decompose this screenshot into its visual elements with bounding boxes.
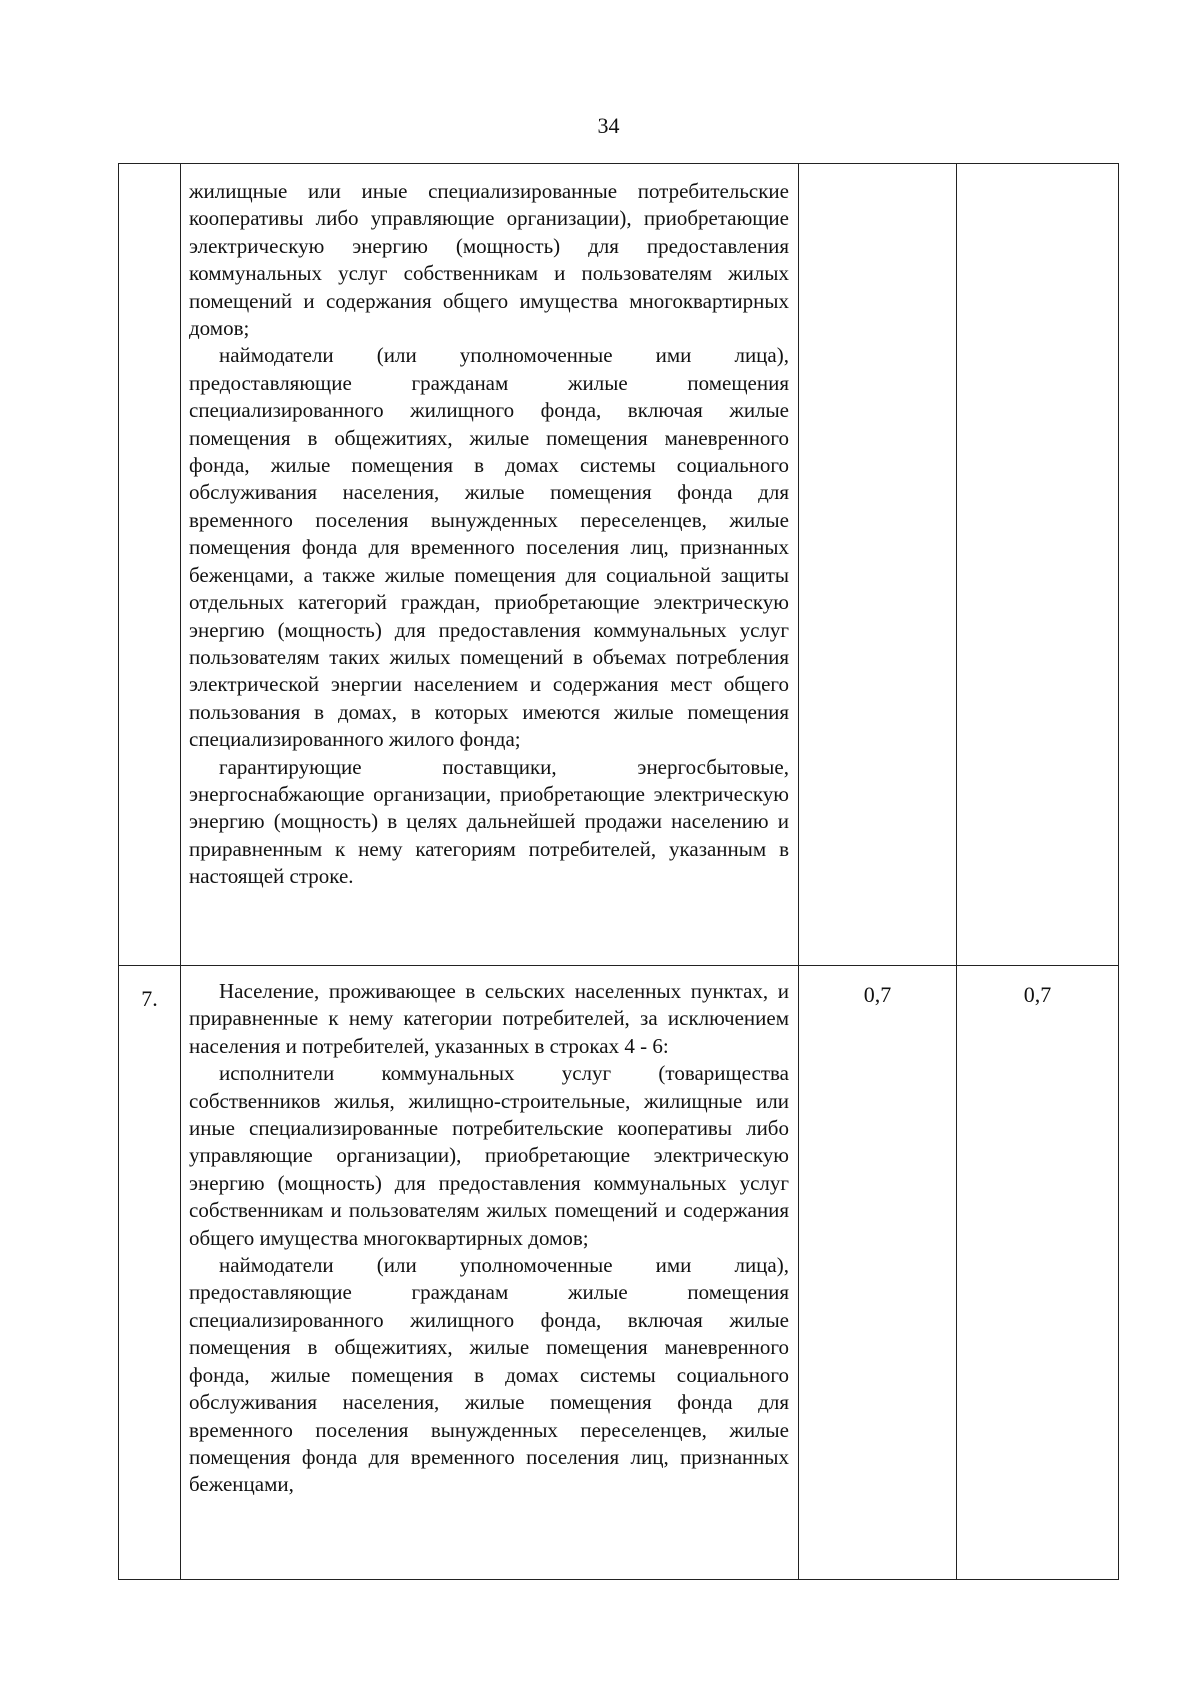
row-description-cell <box>181 966 799 1580</box>
row-description-cell <box>181 164 799 966</box>
table-row <box>119 966 1119 1580</box>
value-cell-2: 0,7 <box>957 966 1119 1580</box>
description-paragraph: наймодатели (или уполномоченные ими лица), предоставляющие гражданам жилые помещения специализированного жилищного фонда, включая жилые помещения в общежитиях, жилые помещения маневренного фонда, жилые помещения в домах системы социального обслуживания населения, жилые помещения фонда для временного поселения вынужденных переселенцев, жилые помещения фонда для временного поселения лиц, признанных беженцами, <box>189 1253 789 1497</box>
row-number-cell: 7. <box>119 966 181 1580</box>
description-paragraph: гарантирующие поставщики, энергосбытовые, энергоснабжающие организации, приобретающие электрическую энергию (мощность) в целях дальнейшей продажи населению и приравненным к нему категориям потребителей, указанным в настоящей строке. <box>189 754 789 889</box>
table-row <box>119 164 1119 966</box>
value-cell-1 <box>799 164 957 966</box>
description-paragraph: Население, проживающее в сельских населенных пунктах, и приравненные к нему категории потребителей, за исключением населения и потребителей, указанных в строках 4 - 6: <box>189 979 789 1058</box>
description-paragraph: жилищные или иные специализированные потребительские кооперативы либо управляющие организации), приобретающие электрическую энергию (мощность) для предоставления коммунальных услуг собственникам и пользователям жилых помещений и содержания общего имущества многоквартирных домов; <box>189 179 789 341</box>
page-number: 34 <box>597 113 620 138</box>
value-cell-1: 0,7 <box>799 966 957 1580</box>
description-paragraph: исполнители коммунальных услуг (товарищества собственников жилья, жилищно-строительные, жилищные или иные специализированные потребительские кооперативы либо управляющие организации), приобретающие электрическую энергию (мощность) для предоставления коммунальных услуг собственникам и пользователям жилых помещений и содержания общего имущества многоквартирных домов; <box>189 1061 789 1250</box>
value-cell-2 <box>957 164 1119 966</box>
tariff-table <box>118 163 1119 1580</box>
row-number-cell <box>119 164 181 966</box>
description-paragraph: наймодатели (или уполномоченные ими лица), предоставляющие гражданам жилые помещения специализированного жилищного фонда, включая жилые помещения в общежитиях, жилые помещения маневренного фонда, жилые помещения в домах системы социального обслуживания населения, жилые помещения фонда для временного поселения вынужденных переселенцев, жилые помещения фонда для временного поселения лиц, признанных беженцами, а также жилые помещения для социальной защиты отдельных категорий граждан, приобретающие электрическую энергию (мощность) для предоставления коммунальных услуг пользователям таких жилых помещений в объемах потребления электрической энергии населением и содержания мест общего пользования в домах, в которых имеются жилые помещения специализированного жилого фонда; <box>189 343 789 752</box>
